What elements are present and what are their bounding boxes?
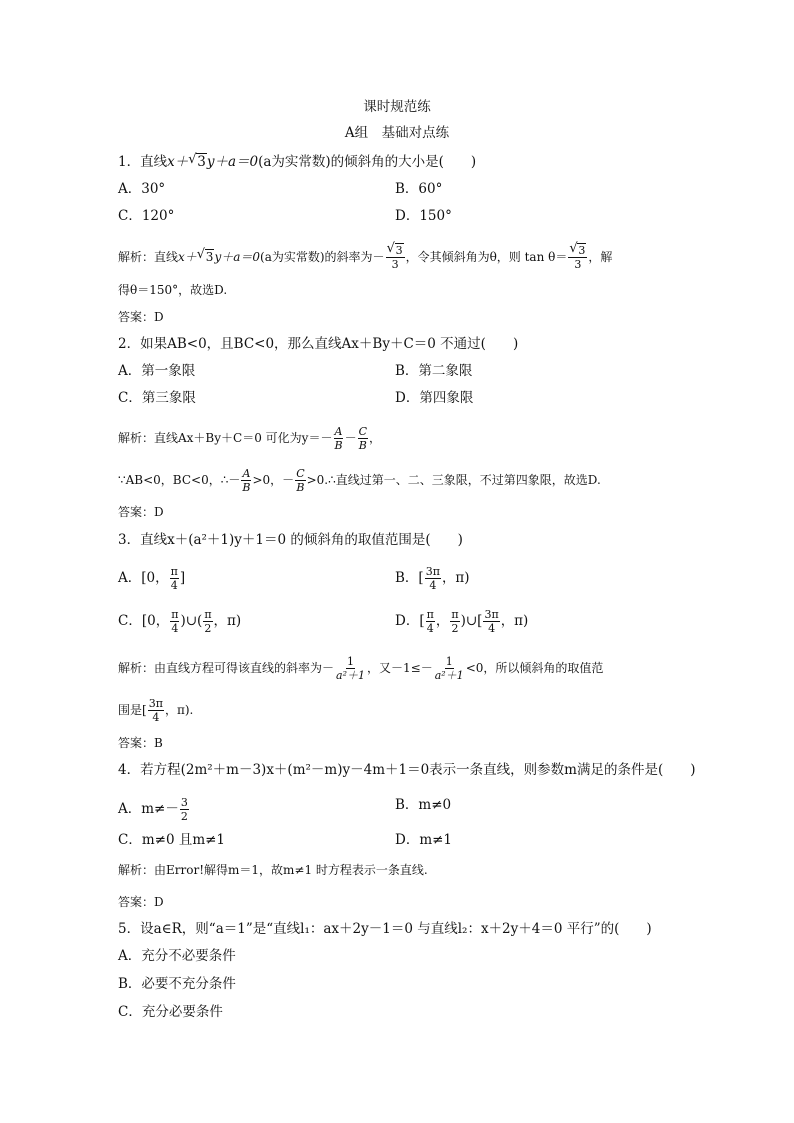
option-a: A．第一象限 <box>118 363 196 379</box>
option-b: B．第二象限 <box>395 363 473 379</box>
page-title: 课时规范练 <box>363 99 431 115</box>
fraction: $\frac{\pi}{2}$ <box>204 608 212 635</box>
option-c: C．第三象限 <box>118 390 196 406</box>
fraction: $\frac{1}{\text{a²＋1}}$ <box>434 655 464 682</box>
option-a: A．[0， $\frac{\pi}{4}$ ] <box>118 565 186 592</box>
question-4-answer: 答案：D <box>118 895 164 909</box>
fraction: $\frac{C}{B}$ <box>358 425 367 452</box>
question-2-solution-cont: ∵AB<0，BC<0，∴－ $\frac{A}{B}$ >0，－ $\frac{C}{B}$ >0.∴直线过第一、二、三象限，不过第四象限，故选D. <box>118 467 601 494</box>
option-b: B．m≠0 <box>395 797 452 813</box>
option-c: C．m≠0 且m≠1 <box>118 832 226 848</box>
option-a: A．m≠－ $\frac{3}{2}$ <box>118 796 188 823</box>
question-3-stem: 3．直线x＋(a²＋1)y＋1＝0 的倾斜角的取值范围是( ) <box>118 532 463 548</box>
fraction: $\frac{C}{B}$ <box>296 467 305 494</box>
math-term: y＋a＝0 <box>206 154 259 170</box>
question-5-stem: 5．设a∈R，则“a＝1”是“直线l₁：ax＋2y－1＝0 与直线l₂：x＋2y＋4＝0 平行”的( ) <box>118 921 652 937</box>
option-c: C．充分必要条件 <box>118 1004 223 1020</box>
question-2-stem: 2．如果AB<0，且BC<0，那么直线Ax＋By＋C＝0 不通过( ) <box>118 336 519 352</box>
fraction: $\frac{A}{B}$ <box>242 467 251 494</box>
fraction: √ 3 3 <box>569 241 586 271</box>
fraction: $\frac{3}{2}$ <box>180 796 188 823</box>
fraction: $\frac{3\pi}{4}$ <box>484 608 499 635</box>
question-1-stem <box>118 153 476 171</box>
question-4-solution: 解析：由Error!解得m＝1，故m≠1 时方程表示一条直线. <box>118 863 428 877</box>
option-b: B．[ $\frac{3\pi}{4}$ ，π) <box>395 565 470 592</box>
option-c: C．[0， $\frac{\pi}{4}$ )∪( $\frac{\pi}{2}$ ，π) <box>118 608 242 635</box>
question-3-solution: 解析：由直线方程可得该直线的斜率为－ $\frac{1}{\text{a²＋1}}$ ，又－1≤－ $\frac{1}{\text{a²＋1}}$ <0，所以倾斜角的取值范 <box>118 655 604 682</box>
option-d: D．m≠1 <box>395 832 453 848</box>
option-d: D．150° <box>395 208 452 224</box>
option-d: D．第四象限 <box>395 390 474 406</box>
option-b: B．60° <box>395 181 443 197</box>
question-3-answer: 答案：B <box>118 736 163 750</box>
math-term: x＋ <box>167 154 189 170</box>
fraction: $\frac{\pi}{2}$ <box>451 608 459 635</box>
sqrt-expression: √ 3 <box>196 247 214 264</box>
fraction: $\frac{\pi}{4}$ <box>426 608 434 635</box>
question-number: 1． <box>118 154 141 170</box>
sqrt-expression: √ 3 <box>188 152 206 170</box>
option-d: D．[ $\frac{\pi}{4}$ ， $\frac{\pi}{2}$ )∪[ $\frac{3\pi}{4}$ ，π) <box>395 608 529 635</box>
question-1-solution: 解析：直线x＋ √ 3y＋a＝0(a为实常数)的斜率为－ √ 3 3 ，令其倾斜角为θ，则 tan θ＝ √ 3 3 ，解 <box>118 241 613 271</box>
stem-text: 直线 <box>140 154 168 170</box>
fraction: $\frac{3\pi}{4}$ <box>148 697 163 724</box>
group-heading: A组 基础对点练 <box>344 125 450 141</box>
option-b: B．必要不充分条件 <box>118 976 236 992</box>
option-a: A．30° <box>118 181 166 197</box>
question-4-stem: 4．若方程(2m²＋m－3)x＋(m²－m)y－4m＋1＝0表示一条直线，则参数m满足的条件是( ) <box>118 762 696 778</box>
fraction: $\frac{A}{B}$ <box>334 425 343 452</box>
fraction: $\frac{1}{\text{a²＋1}}$ <box>336 655 365 682</box>
fraction: $\frac{\pi}{4}$ <box>170 565 178 592</box>
fraction: √ 3 3 <box>386 241 403 271</box>
question-2-answer: 答案：D <box>118 505 164 519</box>
question-3-solution-cont: 围是[ $\frac{3\pi}{4}$ ，π). <box>118 697 194 724</box>
question-2-solution: 解析：直线Ax＋By＋C＝0 可化为y＝－ $\frac{A}{B}$ － $\frac{C}{B}$ ， <box>118 425 382 452</box>
question-1-solution-cont: 得θ＝150°，故选D. <box>118 283 228 297</box>
option-a: A．充分不必要条件 <box>118 948 236 964</box>
option-c: C．120° <box>118 208 175 224</box>
fraction: $\frac{\pi}{4}$ <box>171 608 179 635</box>
fraction: $\frac{3\pi}{4}$ <box>425 565 440 592</box>
question-1-answer: 答案：D <box>118 310 164 324</box>
stem-text: (a为实常数)的倾斜角的大小是( ) <box>258 154 477 170</box>
